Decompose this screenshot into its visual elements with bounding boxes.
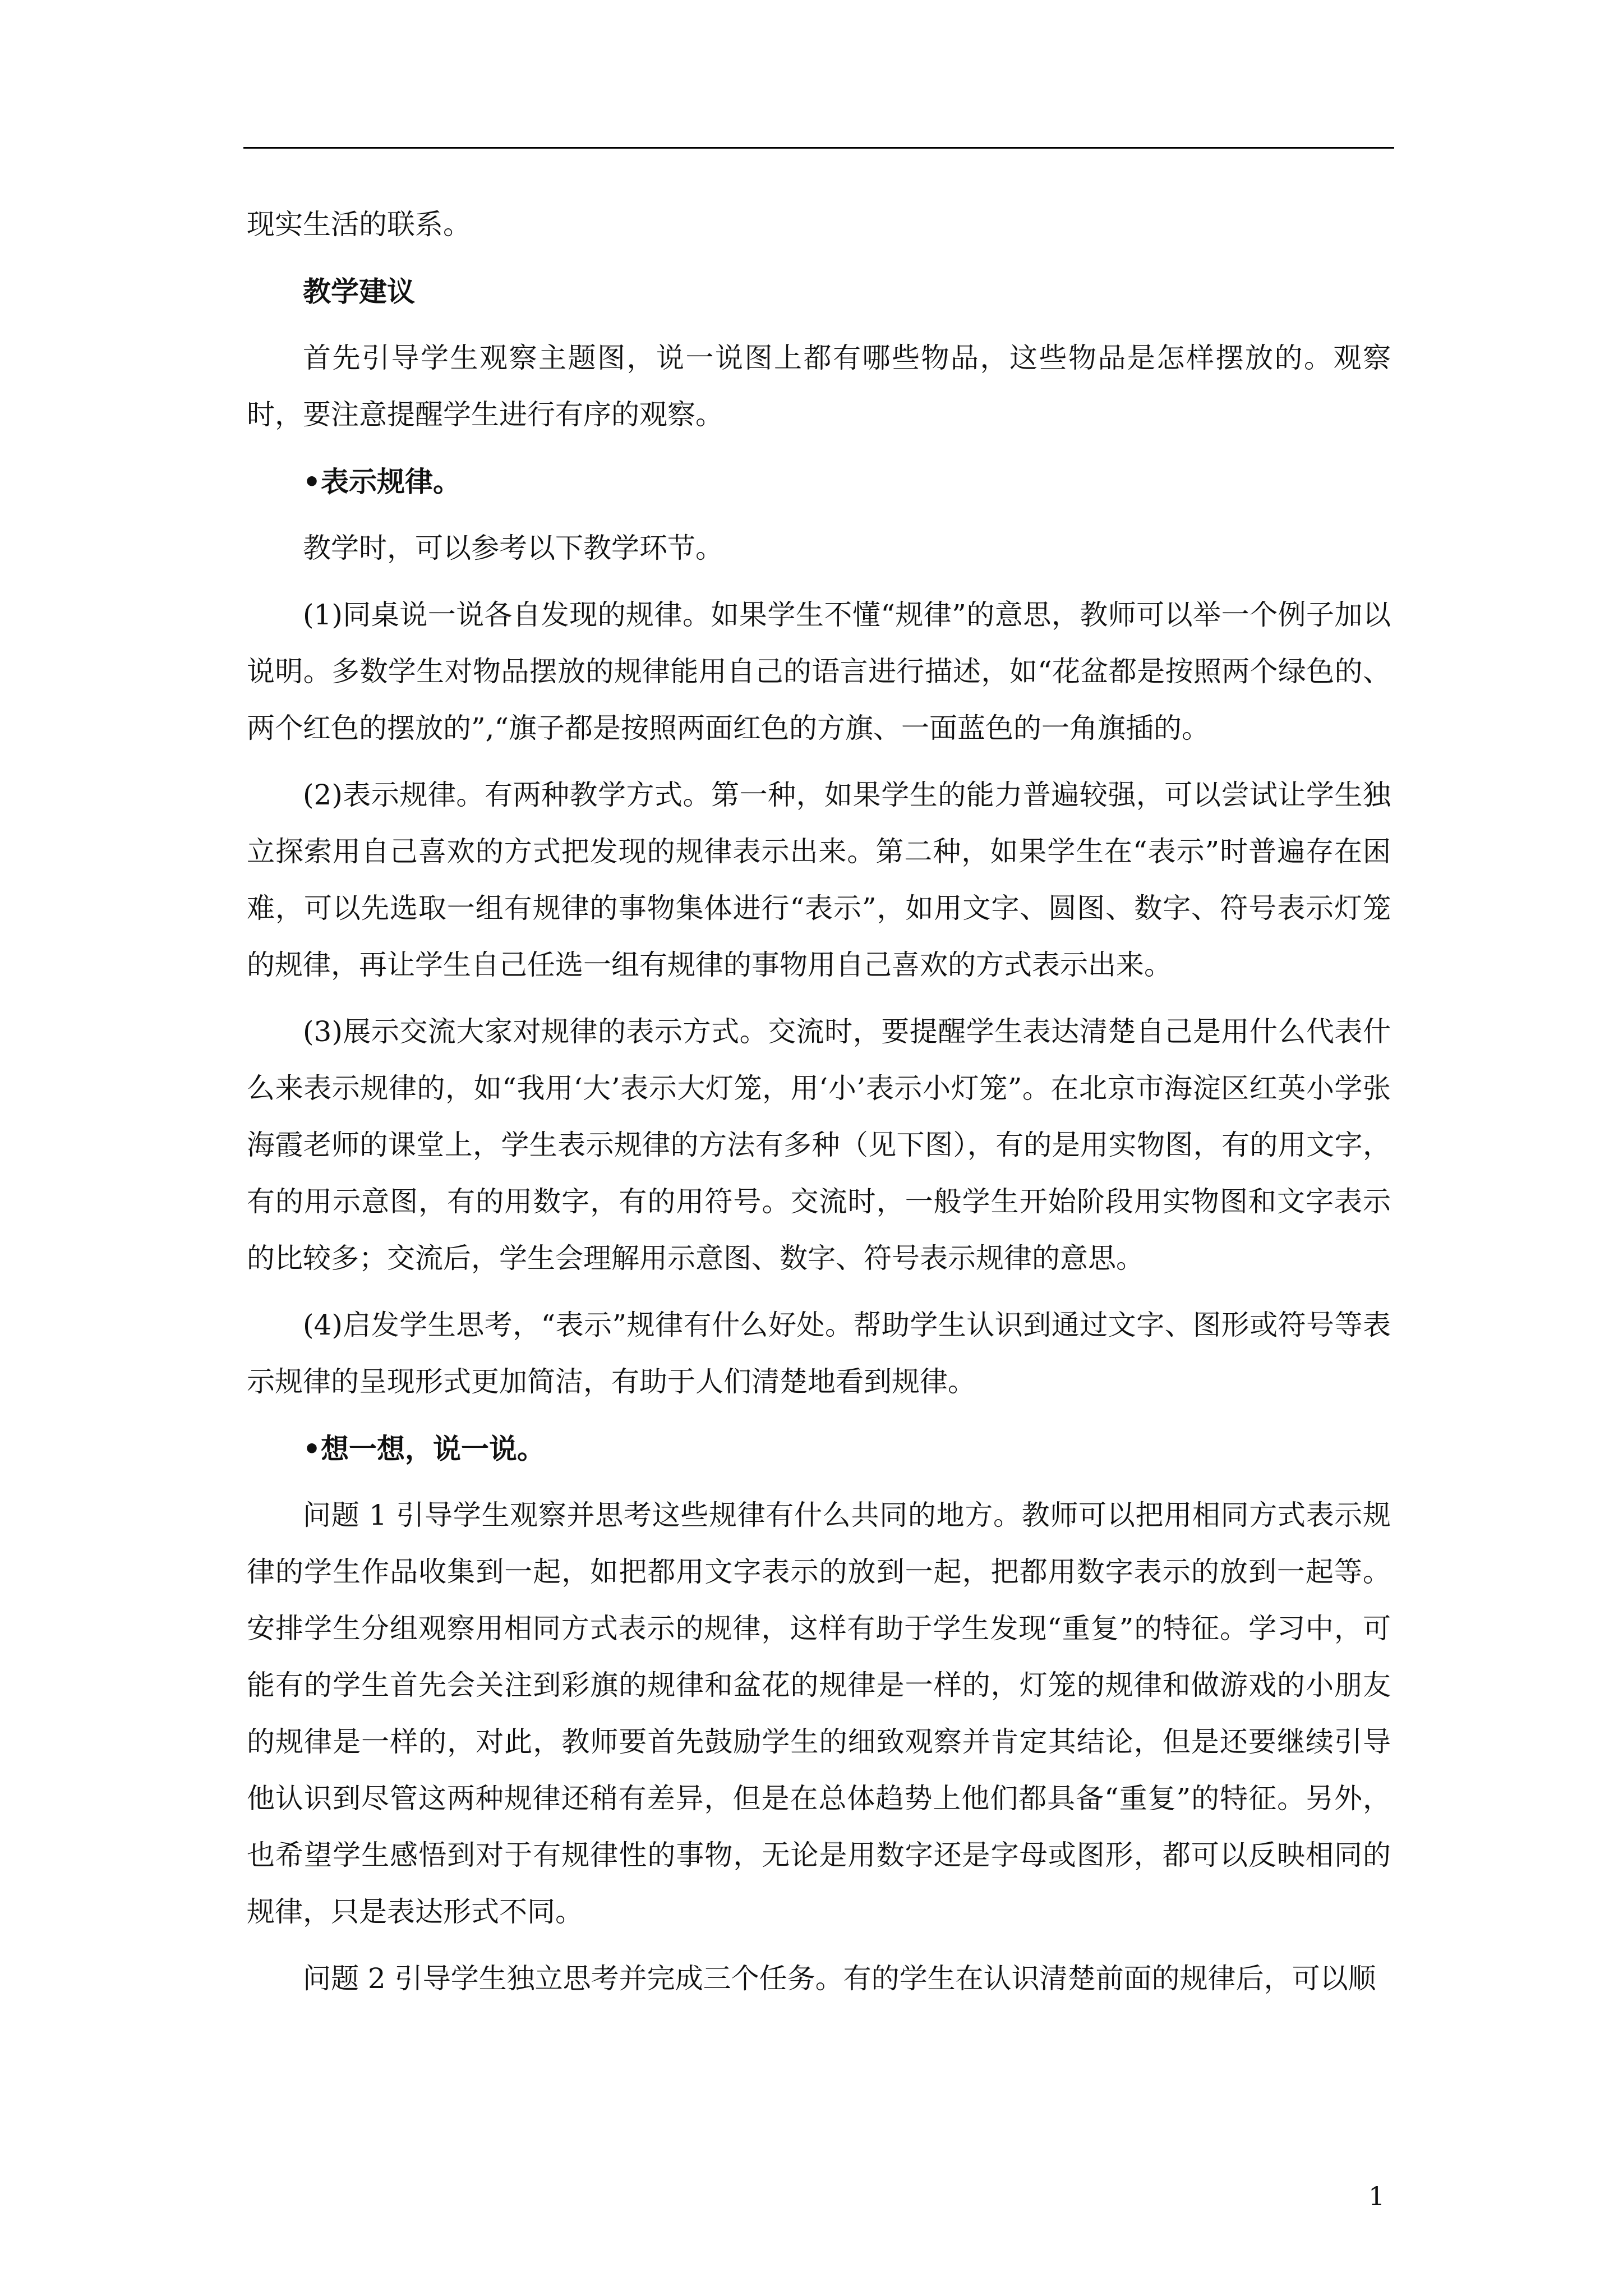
paragraph-continuation: 现实生活的联系。	[247, 208, 471, 241]
header-rule	[243, 147, 1394, 149]
paragraph: (1)同桌说一说各自发现的规律。如果学生不懂“规律”的意思，教师可以举一个例子加以说明。多数学生对物品摆放的规律能用自己的语言进行描述，如“花盆都是按照两个绿色的、两个红色的摆放的”,“旗子都是按照两面红色的方旗、一面蓝色的一角旗插的。	[247, 599, 1391, 744]
heading-think-and-say: •想一想，说一说。	[303, 1432, 545, 1465]
paragraph: (2)表示规律。有两种教学方式。第一种，如果学生的能力普遍较强，可以尝试让学生独立探索用自己喜欢的方式把发现的规律表示出来。第二种，如果学生在“表示”时普遍存在困难，可以先选取一组有规律的事物集体进行“表示”，如用文字、圆图、数字、符号表示灯笼的规律，再让学生自己任选一组有规律的事物用自己喜欢的方式表示出来。	[247, 779, 1391, 981]
paragraph: 问题 2 引导学生独立思考并完成三个任务。有的学生在认识清楚前面的规律后，可以顺	[303, 1962, 1376, 1995]
heading-represent-pattern: •表示规律。	[303, 465, 461, 498]
heading-teaching-suggestions: 教学建议	[303, 275, 415, 308]
paragraph: 问题 1 引导学生观察并思考这些规律有什么共同的地方。教师可以把用相同方式表示规律的学生作品收集到一起，如把都用文字表示的放到一起，把都用数字表示的放到一起等。安排学生分组观察用相同方式表示的规律，这样有助于学生发现“重复”的特征。学习中，可能有的学生首先会关注到彩旗的规律和盆花的规律是一样的，灯笼的规律和做游戏的小朋友的规律是一样的，对此，教师要首先鼓励学生的细致观察并肯定其结论，但是还要继续引导他认识到尽管这两种规律还稍有差异，但是在总体趋势上他们都具备“重复”的特征。另外，也希望学生感悟到对于有规律性的事物，无论是用数字还是字母或图形，都可以反映相同的规律，只是表达形式不同。	[247, 1499, 1391, 1928]
paragraph: 教学时，可以参考以下教学环节。	[303, 532, 723, 564]
document-body	[247, 196, 1391, 2007]
paragraph: (3)展示交流大家对规律的表示方式。交流时，要提醒学生表达清楚自己是用什么代表什么来表示规律的，如“我用‘大’表示大灯笼，用‘小’表示小灯笼”。在北京市海淀区红英小学张海霞老师的课堂上，学生表示规律的方法有多种（见下图），有的是用实物图，有的用文字，有的用示意图，有的用数字，有的用符号。交流时，一般学生开始阶段用实物图和文字表示的比较多；交流后，学生会理解用示意图、数字、符号表示规律的意思。	[247, 1015, 1391, 1274]
paragraph: (4)启发学生思考，“表示”规律有什么好处。帮助学生认识到通过文字、图形或符号等表示规律的呈现形式更加简洁，有助于人们清楚地看到规律。	[247, 1309, 1391, 1398]
page-number: 1	[1368, 2181, 1385, 2211]
paragraph: 首先引导学生观察主题图，说一说图上都有哪些物品，这些物品是怎样摆放的。观察时，要注意提醒学生进行有序的观察。	[247, 342, 1391, 431]
